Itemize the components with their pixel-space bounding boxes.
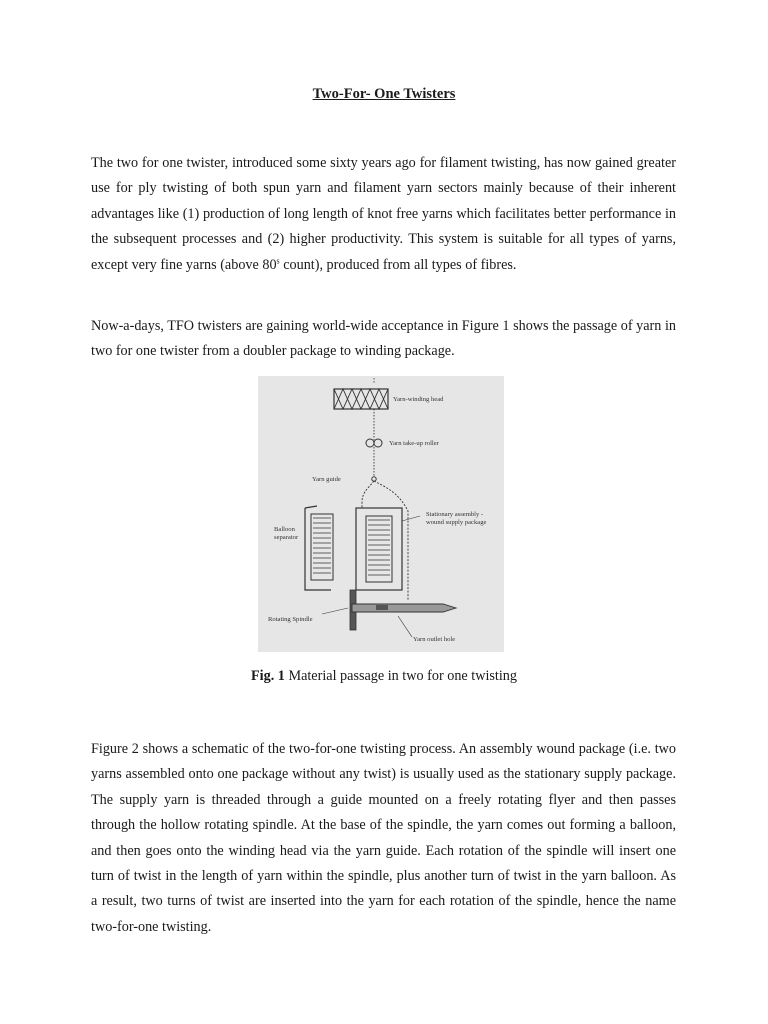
page-title: Two-For- One Twisters xyxy=(312,86,456,102)
stationary-assembly xyxy=(356,508,420,590)
paragraph-intro xyxy=(91,151,676,278)
label-stationary-1: Stationary assembly - xyxy=(426,511,484,518)
figure-tfo-diagram xyxy=(258,376,504,652)
label-yarn-guide: Yarn guide xyxy=(312,476,341,483)
paragraph-intro-tail: count), produced from all types of fibres. xyxy=(279,256,517,273)
take-up-roller xyxy=(366,439,382,447)
figure-caption xyxy=(0,668,768,685)
label-yarn-outlet: Yarn outlet hole xyxy=(413,636,456,643)
label-winding-head: Yarn-winding head xyxy=(393,396,444,403)
label-stationary-2: wound supply package xyxy=(426,519,487,526)
paragraph-tfo: Now-a-days, TFO twisters are gaining world-wide acceptance in Figure 1 shows the passage of yarn in two for one twister from a doubler package to winding package. xyxy=(91,318,676,360)
count-superscript: s xyxy=(276,255,280,265)
label-take-up-roller: Yarn take-up roller xyxy=(389,440,439,447)
paragraph-schematic: Figure 2 shows a schematic of the two-for-one twisting process. An assembly wound package (i.e. two yarns assembled onto one package without any twist) is usually used as the stationary supply package. The supply yarn is threaded through a guide mounted on a freely rotating flyer and then passes through the hollow rotating spindle. At the base of the spindle, the yarn comes out forming a balloon, and then goes onto the winding head via the yarn guide. Each rotation of the spindle will insert one turn of twist in the length of yarn within the spindle, plus another turn of twist in the yarn balloon. As a result, two turns of twist are inserted into the yarn for each rotation of the spindle, hence the name two-for-one twisting. xyxy=(91,741,676,935)
winding-head xyxy=(334,378,388,409)
tfo-diagram xyxy=(258,376,504,652)
caption-text: Material passage in two for one twisting xyxy=(284,668,517,684)
label-balloon: Balloon xyxy=(274,526,295,533)
label-rotating-spindle: Rotating Spindle xyxy=(268,616,313,623)
label-separator: separator xyxy=(274,534,299,541)
caption-label: Fig. 1 xyxy=(251,668,285,684)
yarn-guide xyxy=(372,477,376,481)
paragraph-intro-text: The two for one twister, introduced some sixty years ago for filament twisting, has now gained greater use for ply twisting of both spun yarn and filament yarn sectors mainly because of their inherent advantages like (1) production of long length of knot free yarns which facilitates better performance in the subsequent processes and (2) higher productivity. This system is suitable for all types of yarns, except very fine yarns (above 80 xyxy=(91,155,676,273)
balloon-separator xyxy=(305,506,333,590)
